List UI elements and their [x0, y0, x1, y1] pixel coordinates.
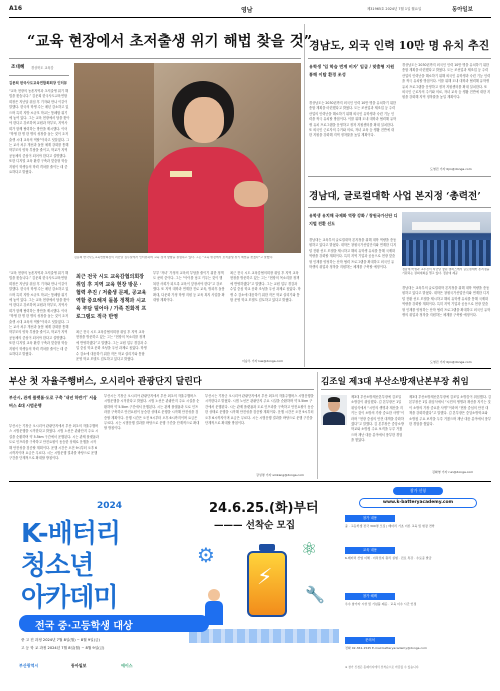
interviewee-name: 조대혜 — [11, 65, 25, 70]
interview-photo — [74, 63, 301, 253]
ad-year: 2024 — [97, 501, 123, 511]
sponsor-donga: 동아일보 — [71, 663, 87, 668]
ad-title-line2: 청소년 — [21, 551, 94, 581]
article4-headline: 부산 첫 자율주행버스, 오시리아 관광단지 달린다 — [9, 377, 202, 387]
battery-cap-icon — [259, 544, 275, 551]
article1-reporter: 이승우 기자 lsw@donga.com — [242, 359, 283, 363]
portrait-uniform — [323, 412, 345, 425]
info-text-2: K-배터리 산업 이해 · 이차전지 원리 실험 · 진로 특강 · 수료증 발급 — [345, 556, 432, 560]
masthead-rule — [9, 17, 491, 18]
interviewee-title: 경상북도 교육감 — [31, 65, 54, 70]
bottom-column-divider — [317, 372, 318, 479]
article2-rule — [308, 58, 491, 59]
article4-body-c: 부산시는 기장군 오시리아 관광단지에서 부산 최초의 자율주행버스 시범운행을 시작한다고 밝혔다. 시범 노선은 관광단지 주요 시설을 순환하며 약 5.5km 구간에서 운행된다. 시는 관제 플랫폼과 도로 인프라를 구축하고 안전요원이 동승한 상태로 운행을 시작해 안전성을 검증할 계획이다. 운행 시간은 오전 9시부터 오후 6시까지이며 요금은 무료다. 시는 시범운행 결과를 바탕으로 운행 구간을 단계적으로 확대할 방침이다. — [205, 394, 314, 426]
ad-info-panel — [345, 487, 491, 683]
article2-pull-quote: 유학생 ‘입 학습 번계 비자’ 입급 / 맞춤형 지원 통해 이탈 환경 조성 — [309, 64, 395, 77]
article1-headline: “교육 현장에서 초저출생 위기 해법 찾을 것” — [27, 33, 313, 50]
paper-name: 동아일보 — [452, 7, 473, 13]
ad-event-dates: 24.6.25.(화)부터 — [209, 501, 319, 516]
page-number: A16 — [9, 5, 22, 12]
ad-illustration — [189, 533, 339, 643]
apply-label: 참가 신청 — [393, 487, 443, 495]
article4-rule — [9, 389, 314, 390]
photo-shelf — [74, 63, 154, 253]
mid-page-rule — [9, 368, 491, 369]
atom-icon: ⚛ — [301, 539, 318, 560]
photo-nameplate — [170, 171, 192, 177]
article3-pull-quote: 유학생 유치해 국제화 역량 강화 / 창원국가산단 디지털 전환 선도 — [309, 213, 398, 226]
article5-body-b: 제3대 부산소방재난본부장에 김조일 소방감이 취임했다. 김 본부장은 1일 취임식에서 “시민의 생명과 재산을 지키는 것이 소방의 가장 중요한 사명”이라며 “현장 중심의 안전 대책을 강화하겠다”고 말했다. 김 본부장은 중앙소방학교와 소방청 주요 보직을 두루 거쳤으며 재난 대응 분야에서 풍부한 경험을 쌓았다. — [409, 395, 491, 427]
date-line: 제31965호 2024년 7월 1일 월요일 — [367, 7, 422, 11]
info-header-4: 문의처 — [345, 637, 395, 644]
article1-body-col4: 최근 전국 시도 교육감협의회장 취임 후 지역 교육 현장을 방문하고 있는 그는 “현장의 목소리를 정책에 반영하겠다”고 말했다. 그는 교원 업무 경감과 수업 중심 학교 문화 조성을 우선 과제로 꼽았다. 학생 수 감소에 대응하기 위한 작은 학교 살리기와 통합 운영 학교 모델도 검토하고 있다고 밝혔다. — [230, 271, 301, 303]
ad-title-line1: K-배터리 — [21, 519, 121, 549]
article3-reporter: 도영진 기자 0jin@donga.com — [430, 360, 472, 364]
masthead — [9, 5, 491, 15]
gear-icon: ⚙ — [197, 543, 215, 567]
article3-body-a: 경남대는 교육부의 글로컬대학 본지정을 위해 대학 역량을 총동원하고 있다고 밝혔다. 대학은 창원국가산업단지와 연계한 디지털 전환 선도 모델을 제시하고 해외 유학생 유치를 통해 국제화 역량을 강화할 계획이다. 특히 지역 기업과 공동으로 현장 맞춤형 인재를 양성하는 산학 협력 프로그램을 확대하고 외국인 유학생의 취업과 정착을 지원하는 체계를 구축할 예정이다. — [309, 238, 397, 270]
article2-body-b: 경상남도는 2030년까지 외국인 인력 10만 명을 유치하기 위한 종합 계획을 마련했다고 밝혔다. 도는 조선업과 제조업 등 주력 산업의 인력난을 해소하기 위해 외국인 유학생과 숙련 기능 인력을 적극 유치할 방침이다. 이를 위해 도내 대학과 협력해 유학생 유치 프로그램을 운영하고 정착 지원센터를 확대 설치한다. 또 외국인 근로자의 주거와 의료, 자녀 교육 등 생활 전반에 대한 지원을 강화해 지역 정착률을 높일 계획이다. — [402, 63, 491, 100]
article4-reporter: 강성명 기자 smkang@donga.com — [256, 473, 304, 477]
article5-body-a: 제3대 부산소방재난본부장에 김조일 소방감이 취임했다. 김 본부장은 1일 취임식에서 “시민의 생명과 재산을 지키는 것이 소방의 가장 중요한 사명”이라며 “현장 중심의 안전 대책을 강화하겠다”고 말했다. 김 본부장은 중앙소방학교와 소방청 주요 보직을 두루 거쳤으며 재난 대응 분야에서 풍부한 경험을 쌓았다. — [351, 395, 404, 443]
article5-headline: 김조일 제3대 부산소방재난본부장 취임 — [321, 377, 469, 387]
photo-crowd — [402, 240, 491, 266]
city-skyline — [189, 629, 339, 643]
article4-body-a: 부산시는 기장군 오시리아 관광단지에서 부산 최초의 자율주행버스 시범운행을 시작한다고 밝혔다. 시범 노선은 관광단지 주요 시설을 순환하며 약 5.5km 구간에서 운행된다. 시는 관제 플랫폼과 도로 인프라를 구축하고 안전요원이 동승한 상태로 운행을 시작해 안전성을 검증할 계획이다. 운행 시간은 오전 9시부터 오후 6시까지이며 요금은 무료다. 시는 시범운행 결과를 바탕으로 운행 구간을 단계적으로 확대할 방침이다. — [9, 424, 99, 461]
article1-photo-caption: 김문희 한국사도교육연합회장이 지난달 집무실에서 인터뷰하며 교육 정책 방향을 설명하고 있다. 그는 “교육 현장에서 초저출생 위기 해법을 찾겠다”고 말했다. — [74, 256, 274, 259]
ad-event-sub: ——— 선착순 모집 — [214, 520, 295, 531]
article1-body-mid: 최근 전국 시도 교육감협의회장 취임 후 지역 교육 현장을 방문하고 있는 그는 “현장의 목소리를 정책에 반영하겠다”고 말했다. 그는 교원 업무 경감과 수업 중심 학교 문화 조성을 우선 과제로 꼽았다. 학생 수 감소에 대응하기 위한 작은 학교 살리기와 통합 운영 학교 모델도 검토하고 있다고 밝혔다. — [76, 330, 148, 362]
nameplate-rule — [9, 75, 69, 76]
article3-rule — [308, 207, 491, 208]
lightning-icon: ⚡ — [257, 565, 273, 590]
info-text-3: 우수 참가자 시상 및 기념품 제공 · 교육 이수 시간 인정 — [345, 602, 417, 606]
portrait-hair — [328, 397, 340, 402]
ad-schedule-row2: 고 등 학 교 과정 2024년 7월 8일(월) ~ 8월 9일(금) — [21, 646, 105, 650]
ad-audience-badge — [19, 615, 209, 632]
ad-audience-text: 전국 중·고등학생 대상 — [35, 621, 133, 632]
article1-rule — [9, 58, 301, 59]
article1-subhead: 김문희 한국사도교육연합회회장 인터뷰 — [9, 81, 68, 85]
section-name: 영남 — [241, 7, 253, 14]
interviewee-nameplate — [9, 64, 69, 73]
article1-body-left: “교육 현장의 농촌지역과 초저출생 위기 해법을 찾습니다.” 김문희 한국사도교육연합회장은 지난달 취임 후 기자와 만나 이같이 말했다. 한국의 학생 수는 매년 감소하고 있으며 특히 지방 소규모 학교는 통폐합 위기에 놓여 있다. 그는 교육 현장에서 답을 찾아야 한다고 강조하며 교원과 학부모, 지역사회가 함께 협력하는 방안을 제시했다. 이어 “학생 한 명 한 명의 성장을 돕는 것이 초저출생 시대 교육의 역할”이라고 덧붙였다. 그는 교사 처우 개선과 돌봄 체계 강화를 통해 학부모의 양육 부담을 줄이고, 학교가 지역 공동체의 중심이 되어야 한다고 설명했다. 또한 디지털 교육 환경 구축과 맞춤형 학습 지원이 학생들의 학력 격차를 줄이는 데 중요하다고 밝혔다. — [9, 271, 70, 357]
sponsor-busan: 부산광역시 — [19, 663, 39, 668]
article3-headline: 경남대, 글로컬대학 사업 본지정 ‘총력전’ — [309, 191, 481, 202]
portrait-photo — [321, 395, 347, 425]
article2-headline: 경남도, 외국 인력 10만 명 유치 추진 — [309, 39, 490, 52]
article1-body-col3: 부부 ‘자녀’ 가정의 교육비 부담을 줄이기 위한 정책도 준비 중이다. 그는 “아이를 낳고 키우는 것이 행복한 사회가 되도록 교육이 앞장서야 한다”고 강조했다. 또 지역 대학과 연계한 진로 교육, 방과후 돌봄 확대, 다문화 가정 학생 지원 등 교육 복지 사업을 확대할 계획이다. — [153, 271, 225, 303]
column-divider — [304, 24, 305, 367]
apply-url[interactable]: www.k-batteryacademy.com — [359, 498, 477, 508]
article3-photo-caption: 경남대 학생과 교수진이 지난달 창원 캠퍼스에서 글로컬대학 본지정을 기원하는 결의대회를 열고 있다. 경남대 제공 — [402, 268, 490, 275]
article4-pull-quote: 부산시, 관계 플랫폼·도로 구축 ‘내년 하반기’ 서울버스 4대 시범운행 — [9, 395, 97, 408]
article1-body-top: “교육 현장의 농촌지역과 초저출생 위기 해법을 찾습니다.” 김문희 한국사도교육연합회장은 지난달 취임 후 기자와 만나 이같이 말했다. 한국의 학생 수는 매년 감소하고 있으며 특히 지방 소규모 학교는 통폐합 위기에 놓여 있다. 그는 교육 현장에서 답을 찾아야 한다고 강조하며 교원과 학부모, 지역사회가 함께 협력하는 방안을 제시했다. 이어 “학생 한 명 한 명의 성장을 돕는 것이 초저출생 시대 교육의 역할”이라고 덧붙였다. 그는 교사 처우 개선과 돌봄 체계 강화를 통해 학부모의 양육 부담을 줄이고, 학교가 지역 공동체의 중심이 되어야 한다고 설명했다. 또한 디지털 교육 환경 구축과 맞춤형 학습 지원이 학생들의 학력 격차를 줄이는 데 중요하다고 밝혔다. — [9, 89, 70, 175]
article2-body-a: 경상남도는 2030년까지 외국인 인력 10만 명을 유치하기 위한 종합 계획을 마련했다고 밝혔다. 도는 조선업과 제조업 등 주력 산업의 인력난을 해소하기 위해 외국인 유학생과 숙련 기능 인력을 적극 유치할 방침이다. 이를 위해 도내 대학과 협력해 유학생 유치 프로그램을 운영하고 정착 지원센터를 확대 설치한다. 또 외국인 근로자의 주거와 의료, 자녀 교육 등 생활 전반에 대한 지원을 강화해 지역 정착률을 높일 계획이다. — [309, 101, 397, 138]
info-header-2: 교육 내용 — [345, 547, 395, 554]
article3-body-b: 경남대는 교육부의 글로컬대학 본지정을 위해 대학 역량을 총동원하고 있다고 밝혔다. 대학은 창원국가산업단지와 연계한 디지털 전환 선도 모델을 제시하고 해외 유학생 유치를 통해 국제화 역량을 강화할 계획이다. 특히 지역 기업과 공동으로 현장 맞춤형 인재를 양성하는 산학 협력 프로그램을 확대하고 외국인 유학생의 취업과 정착을 지원하는 체계를 구축할 예정이다. — [402, 286, 491, 318]
ad-top-rule — [9, 481, 491, 482]
campus-photo — [402, 212, 491, 266]
photo-person-face — [184, 97, 224, 143]
info-header-1: 참가 내용 — [345, 515, 395, 522]
article2-end-rule — [308, 176, 491, 177]
article5-rule — [321, 389, 491, 390]
ad-sponsor-row — [19, 663, 219, 675]
article1-pull-quote: 최근 전국 시도 교육감협의회장 취임 후 지역 교육 현장 방문 · 협력 추진 / 저출생 문제, 공교육 역할 중요해져 돌봄 정책과 시교육 부담 덜어야 / 가족 친화적 프로그램도 적극 반영 — [76, 274, 147, 320]
ad-footer-note: ※ 참가 신청은 홈페이지에서 선착순으로 마감될 수 있습니다. — [345, 665, 420, 669]
photo-person-hand — [234, 181, 268, 207]
article5-reporter: 김화영 기자 run@donga.com — [432, 470, 474, 474]
photo-banner — [412, 222, 480, 230]
battery-academy-ad — [9, 483, 491, 686]
article2-reporter: 도영진 기자 0jin@donga.com — [430, 167, 472, 171]
article4-body-b: 부산시는 기장군 오시리아 관광단지에서 부산 최초의 자율주행버스 시범운행을 시작한다고 밝혔다. 시범 노선은 관광단지 주요 시설을 순환하며 약 5.5km 구간에서 운행된다. 시는 관제 플랫폼과 도로 인프라를 구축하고 안전요원이 동승한 상태로 운행을 시작해 안전성을 검증할 계획이다. 운행 시간은 오전 9시부터 오후 6시까지이며 요금은 무료다. 시는 시범운행 결과를 바탕으로 운행 구간을 단계적으로 확대할 방침이다. — [104, 394, 200, 431]
wrench-icon: 🔧 — [305, 585, 325, 604]
sponsor-ace: 에이스 — [121, 663, 133, 668]
ad-schedule-row1: 중 고 진 과정 2024년 7월 8일(월) ~ 8월 9일(금) — [21, 638, 100, 642]
info-text-1: 중 · 고등학생 전국 300명 모집 | 배터리 기초 이론 교육 및 현장 견학 — [345, 524, 435, 528]
student-head — [208, 589, 220, 601]
info-text-4: 전화 02-361-1545 E-mail batteryacademy@donga.com — [345, 646, 427, 650]
ad-title-line3: 아카데미 — [21, 583, 118, 613]
info-header-3: 참가 혜택 — [345, 593, 395, 600]
